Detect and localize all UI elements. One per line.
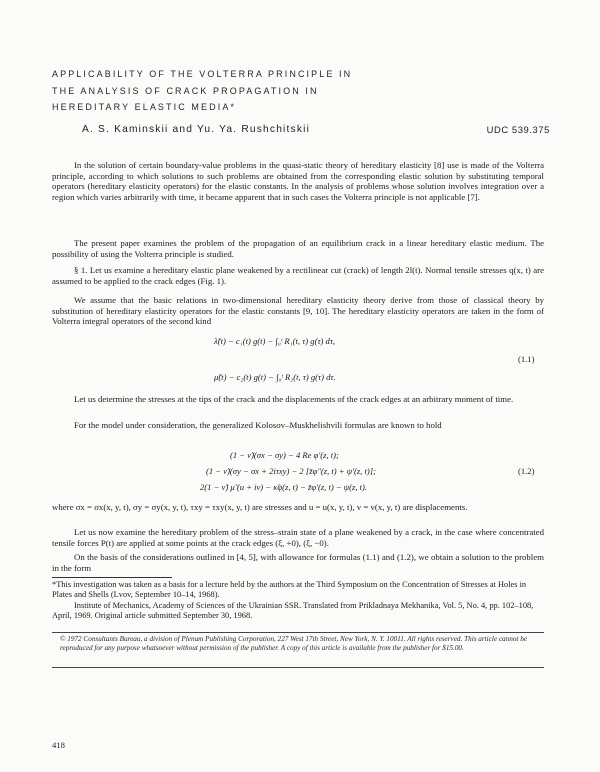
udc-code: UDC 539.375 (486, 124, 550, 135)
paper-title (52, 66, 482, 116)
equation-1-line-1: λ̃(t) − c₁(t) g(t) − ∫₀ᵗ R₁(t, τ) g(τ) dτ, (214, 336, 336, 346)
copyright-notice: © 1972 Consultants Bureau, a division of Plenum Publishing Corporation, 227 West 17th Street, New York, N. Y. 10011. All rights reserved. This article cannot be reproduced for any purpose whatsoever without permission of the publisher. A copy of this article is available from the publisher for $15.00. (60, 635, 527, 653)
equation-2-line-3: 2(1 − ν̃) μ̃ (u + iv) − κ̃φ(z, t) − z̄φ′(z, t) − ψ(z, t). (200, 482, 368, 492)
paragraph: § 1. Let us examine a hereditary elastic plane weakened by a rectilinear cut (crack) of length 2l(t). Normal tensile stresses q(x, t) are assumed to be applied to the crack edges (Fig. 1). (52, 265, 544, 286)
paragraph: We assume that the basic relations in two-dimensional hereditary elasticity theory derive from those of classical theory by substitution of hereditary elasticity operators for the elastic constants [9, 10]. The hereditary elasticity operators are taken in the form of Volterra integral operators of the second kind (52, 295, 544, 327)
paragraph: Let us determine the stresses at the tips of the crack and the displacements of the crack edges at an arbitrary moment of time. (74, 394, 514, 404)
footnote: *This investigation was taken as a basis for a lecture held by the authors at the Third Symposium on the Concentration of Stresses at Holes in Plates and Shells (Lvov, September 10–14, 1968). (52, 580, 527, 600)
paragraph: The present paper examines the problem of the propagation of an equilibrium crack in a linear hereditary elastic medium. The possibility of using the Volterra principle is studied. (52, 238, 544, 259)
paragraph: In the solution of certain boundary-value problems in the quasi-static theory of hereditary elasticity [8] use is made of the Volterra principle, according to which solutions to such problems are obtained from the corresponding elastic solution by substituting temporal operators (hereditary elasticity operators) for the elastic constants. In the analysis of problems whose solution involves integration over a region which varies arbitrarily with time, it became apparent that in such cases the Volterra principle is not applicable [7]. (52, 160, 544, 202)
paragraph: Let us now examine the hereditary problem of the stress–strain state of a plane weakened by a crack, in the case where concentrated tensile forces P(t) are applied at some points at the crack edges (ξ, +0), (ξ, −0). (52, 527, 544, 548)
equation-2-line-2: (1 − ν̃)(σy − σx + 2iτxy) − 2 [z̄φ″(z, t) + ψ′(z, t)]; (206, 466, 376, 476)
paragraph: On the basis of the considerations outlined in [4, 5], with allowance for formulas (1.1) and (1.2), we obtain a solution to the problem in the form (52, 552, 544, 573)
affiliation: Institute of Mechanics, Academy of Sciences of the Ukrainian SSR. Translated from Prikladnaya Mekhanika, Vol. 5, No. 4, pp. 102–108, April, 1969. Original article submitted September 30, 1968. (52, 601, 534, 621)
page-number: 418 (52, 740, 65, 750)
paragraph: where σx = σx(x, y, t), σy = σy(x, y, t), τxy = τxy(x, y, t) are stresses and u = u(x, y, t), v = v(x, y, t) are displacements. (52, 502, 468, 512)
equation-1-line-2: μ̃(t) − c₂(t) g(t) − ∫₀ᵗ R₂(t, τ) g(τ) dτ. (214, 372, 336, 382)
title-line: THE ANALYSIS OF CRACK PROPAGATION IN (52, 85, 319, 96)
equation-2-line-1: (1 − ν̃)(σx − σy) − 4 Re φ′(z, t); (230, 450, 339, 460)
authors: A. S. Kaminskii and Yu. Ya. Rushchitskii (82, 124, 311, 135)
equation-1-number: (1.1) (518, 354, 535, 364)
equation-2-number: (1.2) (518, 466, 535, 476)
title-line: APPLICABILITY OF THE VOLTERRA PRINCIPLE IN (52, 69, 353, 79)
paragraph: For the model under consideration, the generalized Kolosov–Muskhelishvili formulas are known to hold (74, 420, 442, 430)
footnote-rule (52, 577, 172, 578)
title-line: HEREDITARY ELASTIC MEDIA* (52, 102, 237, 112)
